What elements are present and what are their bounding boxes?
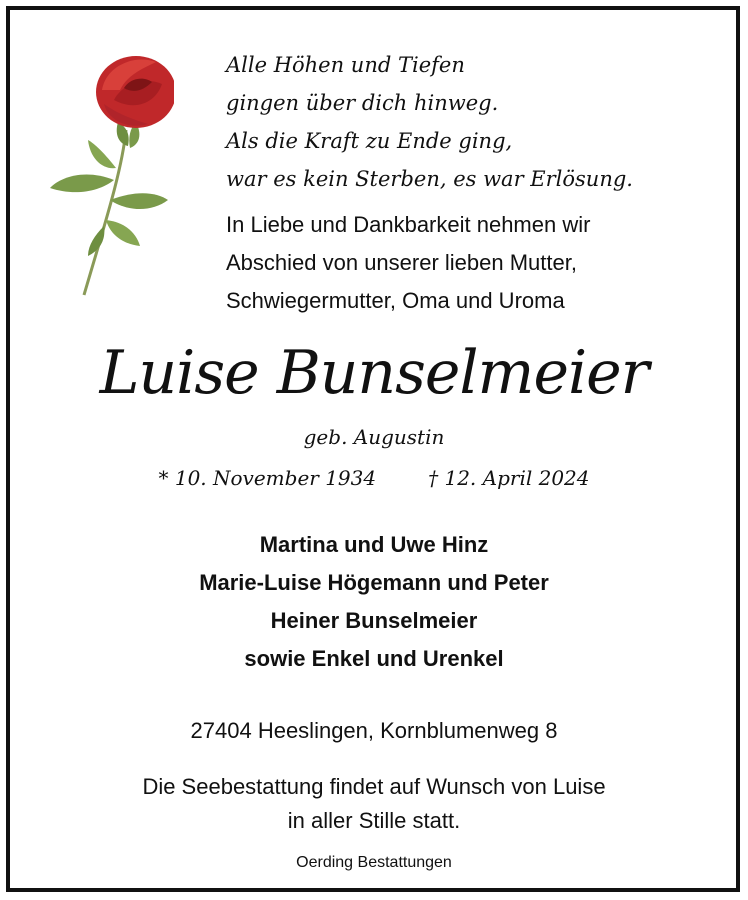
notice-line: in aller Stille statt.	[287, 808, 461, 833]
poem-line: Alle Höhen und Tiefen	[226, 53, 465, 77]
burial-notice	[0, 770, 748, 838]
intro-line: Schwiegermutter, Oma und Uroma	[226, 288, 565, 313]
intro-line: Abschied von unserer lieben Mutter,	[226, 250, 577, 275]
notice-line: Die Seebestattung findet auf Wunsch von Luise	[142, 774, 606, 799]
family-address: 27404 Heeslingen, Kornblumenweg 8	[190, 718, 558, 743]
intro-line: In Liebe und Dankbarkeit nehmen wir	[226, 212, 591, 237]
poem-line: gingen über dich hinweg.	[226, 91, 499, 115]
mourner-line: Marie-Luise Högemann und Peter	[199, 570, 549, 595]
farewell-intro	[226, 206, 590, 320]
death-date: † 12. April 2024	[428, 466, 590, 490]
deceased-name: Luise Bunselmeier	[99, 338, 649, 408]
birth-date: * 10. November 1934	[158, 466, 377, 490]
birth-name: geb. Augustin	[303, 425, 445, 449]
poem-line: Als die Kraft zu Ende ging,	[226, 129, 513, 153]
mourner-line: Martina und Uwe Hinz	[259, 532, 489, 557]
mourners-list	[0, 526, 748, 678]
mourner-line: sowie Enkel und Urenkel	[244, 646, 504, 671]
poem-line: war es kein Sterben, es war Erlösung.	[226, 167, 633, 191]
life-dates	[0, 462, 748, 494]
rose-icon	[44, 50, 174, 300]
poem-verse	[226, 46, 633, 198]
undertaker-name: Oerding Bestattungen	[296, 854, 452, 871]
mourner-line: Heiner Bunselmeier	[270, 608, 478, 633]
